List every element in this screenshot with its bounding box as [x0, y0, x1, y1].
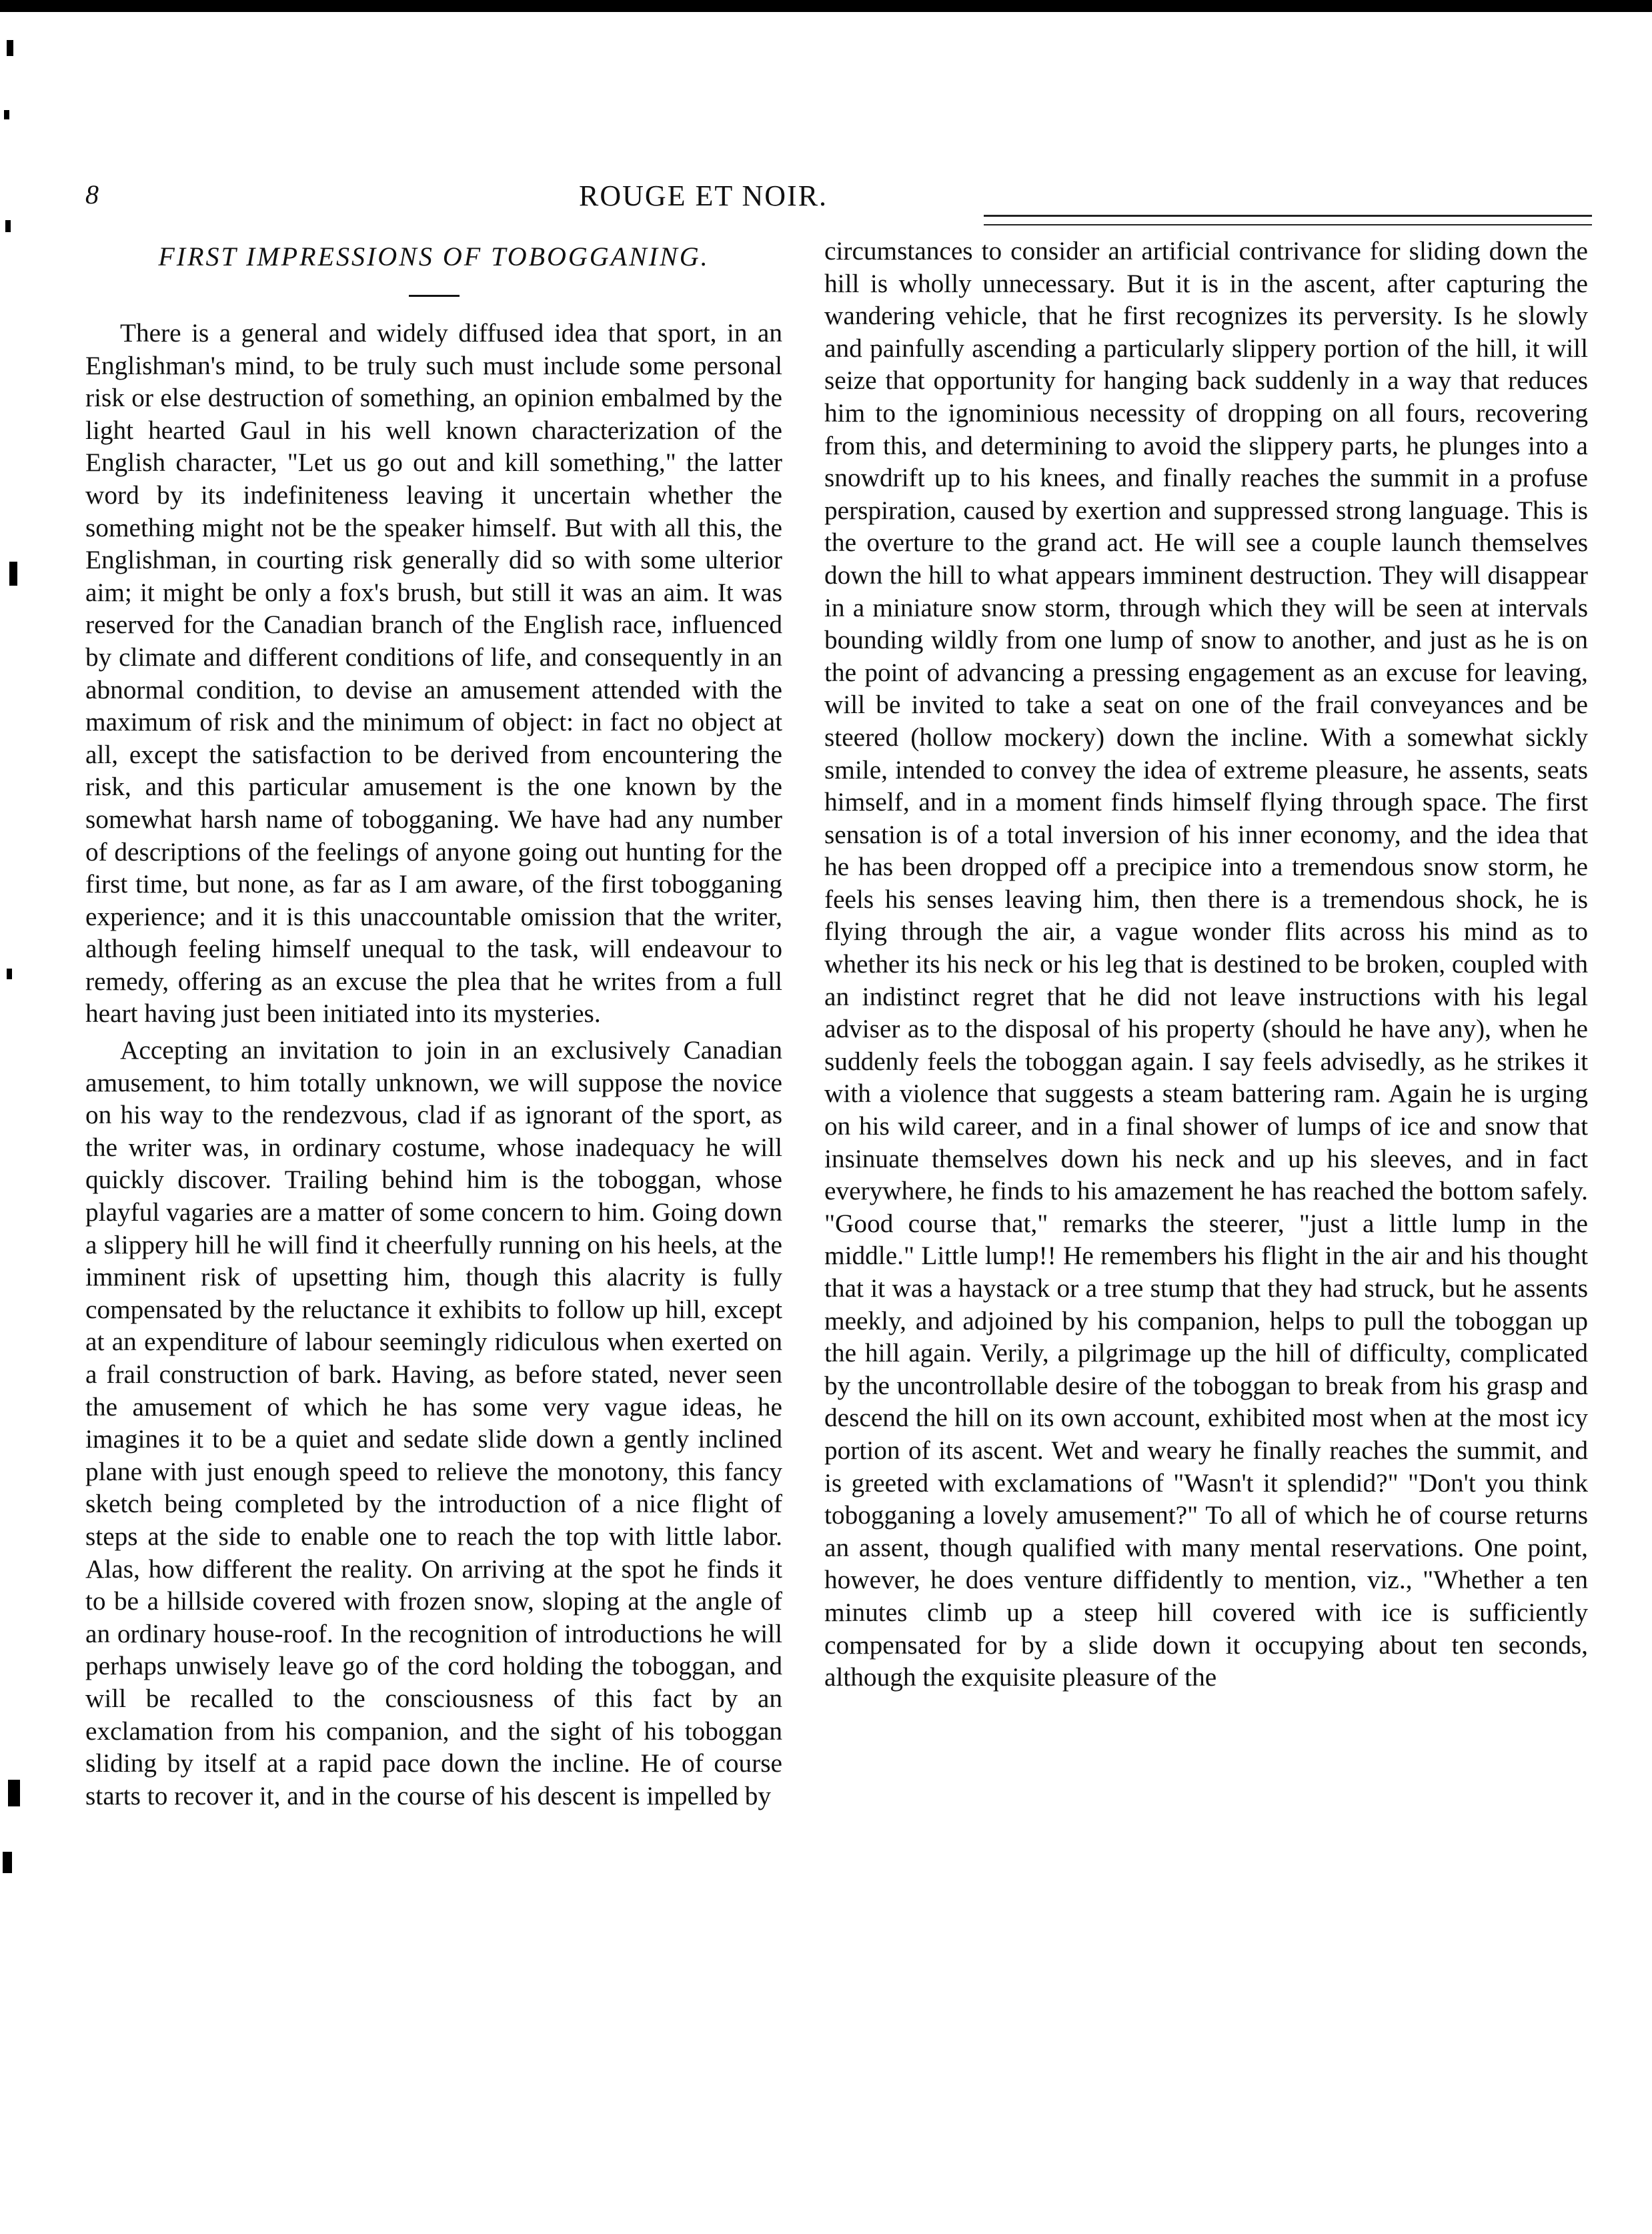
paragraph: Accepting an invitation to join in an exclusively Canadian amusement, to him totally unknown, we will suppose the novice on his way to the rendezvous, clad if as ignorant of the sport, as the writer was, in ordinary costume, whose inadequacy he will quickly discover. Trailing behind him is the toboggan, whose playful vagaries are a matter of some concern to him. Going down a slippery hill he will find it cheerfully running on his heels, at the imminent risk of upsetting him, though this alacrity is fully compensated by the reluctance it exhibits to follow up hill, except at an expenditure of labour seemingly ridiculous when exerted on a frail construction of bark. Having, as before stated, never seen the amusement of which he has some very vague ideas, he imagines it to be a quiet and sedate slide down a gently inclined plane with just enough speed to relieve the monotony, this fancy sketch being completed by the introduction of a nice flight of steps at the side to enable one to reach the top with little labor. Alas, how different the reality. On arriving at the spot he finds it to be a hillside covered with frozen snow, sloping at the angle of an ordinary house-roof. In the recognition of introductions he will perhaps unwisely leave go of the cord holding the toboggan, and will be recalled to the consciousness of this fact by an exclamation from his companion, and the sight of his toboggan sliding by itself at a rapid pace down the incline. He of course starts to recover it, and in the course of his descent is impelled by: [85, 1035, 782, 1810]
paragraph: circumstances to consider an artificial contrivance for sliding down the hill is wholly unnecessary. But it is in the ascent, after capturing the wandering vehicle, that he first recognizes its perversity. Is he slowly and painfully ascending a particularly slippery portion of the hill, it will seize that opportunity for hanging back suddenly in a way that reduces him to the ignominious necessity of dropping on all fours, recovering from this, and determining to avoid the slippery parts, he plunges into a snowdrift up to his knees, and finally reaches the summit in a profuse perspiration, caused by exertion and suppressed strong language. This is the overture to the grand act. He will see a couple launch themselves down the hill to what appears imminent destruction. They will disappear in a miniature snow storm, through which they will be seen at intervals bounding wildly from one lump of snow to another, and just as he is on the point of advancing a pressing engagement as an excuse for leaving, will be invited to take a seat on one of the frail conveyances and be steered (hollow mockery) down the incline. With a somewhat sickly smile, intended to convey the idea of extreme pleasure, he assents, seats himself, and in a moment finds himself flying through space. The first sensation is of a total inversion of his inner economy, and the idea that he has been dropped off a precipice into a tremendous snow storm, he feels his senses leaving him, then there is a tremendous shock, he is flying through the air, a vague wonder flits across his mind as to whether its his neck or his leg that is destined to be broken, coupled with an indistinct regret that he did not leave instructions with his legal adviser as to the disposal of his property (should he have any), when he suddenly feels the toboggan again. I say feels advisedly, as he strikes it with a violence that suggests a steam battering ram. Again he is urging on his wild career, and in a final shower of lumps of ice and snow that insinuate themselves down his neck and up his sleeves, and in fact everywhere, he finds to his amazement he has reached the bottom safely. "Good course that," remarks the steerer, "just a little lump in the middle." Little lump!! He remembers his flight in the air and his thought that it was a haystack or a tree stump that they had struck, but he assents meekly, and adjoined by his companion, helps to pull the toboggan up the hill again. Verily, a pilgrimage up the hill of difficulty, complicated by the uncontrollable desire of the toboggan to break from his grasp and descend the hill on its own account, exhibited most when at the most icy portion of its ascent. Wet and weary he finally reaches the summit, and is greeted with exclamations of "Wasn't it splendid?" "Don't you think tobogganing a lovely amusement?" To all of which he of course returns an assent, though qualified with many mental reservations. One point, however, he does venture diffidently to mention, viz., "Whether a ten minutes climb up a steep hill covered with ice is sufficiently compensated for by a slide down it occupying about ten seconds, although the exquisite pleasure of the: [824, 236, 1588, 1692]
scan-top-border: [0, 0, 1652, 12]
left-column: [85, 240, 782, 1812]
right-column: [824, 235, 1588, 1694]
article-title: FIRST IMPRESSIONS OF TOBOGGANING.: [158, 241, 710, 271]
paragraph: There is a general and widely diffused idea that sport, in an Englishman's mind, to be truly such must include some personal risk or else destruction of something, an opinion embalmed by the light hearted Gaul in his well known characterization of the English character, "Let us go out and kill something," the latter word by its indefiniteness leaving it uncertain whether the something might not be the speaker himself. But with all this, the Englishman, in courting risk generally did so with some ulterior aim; it might be only a fox's brush, but still it was an aim. It was reserved for the Canadian branch of the English race, influenced by climate and different conditions of life, and consequently in an abnormal condition, to devise an amusement attended with the maximum of risk and the minimum of object: in fact no object at all, except the satisfaction to be derived from encountering the risk, and this particular amusement is the one known by the somewhat harsh name of tobogganing. We have had any number of descriptions of the feelings of anyone going out hunting for the first time, but none, as far as I am aware, of the first tobogganing experience; and it is this unaccountable omission that the writer, although feeling himself unequal to the task, will endeavour to remedy, offering as an excuse the plea that he writes from a full heart having just been initiated into its mysteries.: [85, 318, 782, 1029]
running-head-title: ROUGE ET NOIR.: [579, 179, 828, 212]
title-rule: [409, 295, 460, 297]
header-rule-thin: [984, 224, 1592, 225]
scan-left-edge-marks: [0, 0, 27, 2234]
header-rule: [984, 215, 1592, 217]
page-number: 8: [85, 179, 99, 209]
